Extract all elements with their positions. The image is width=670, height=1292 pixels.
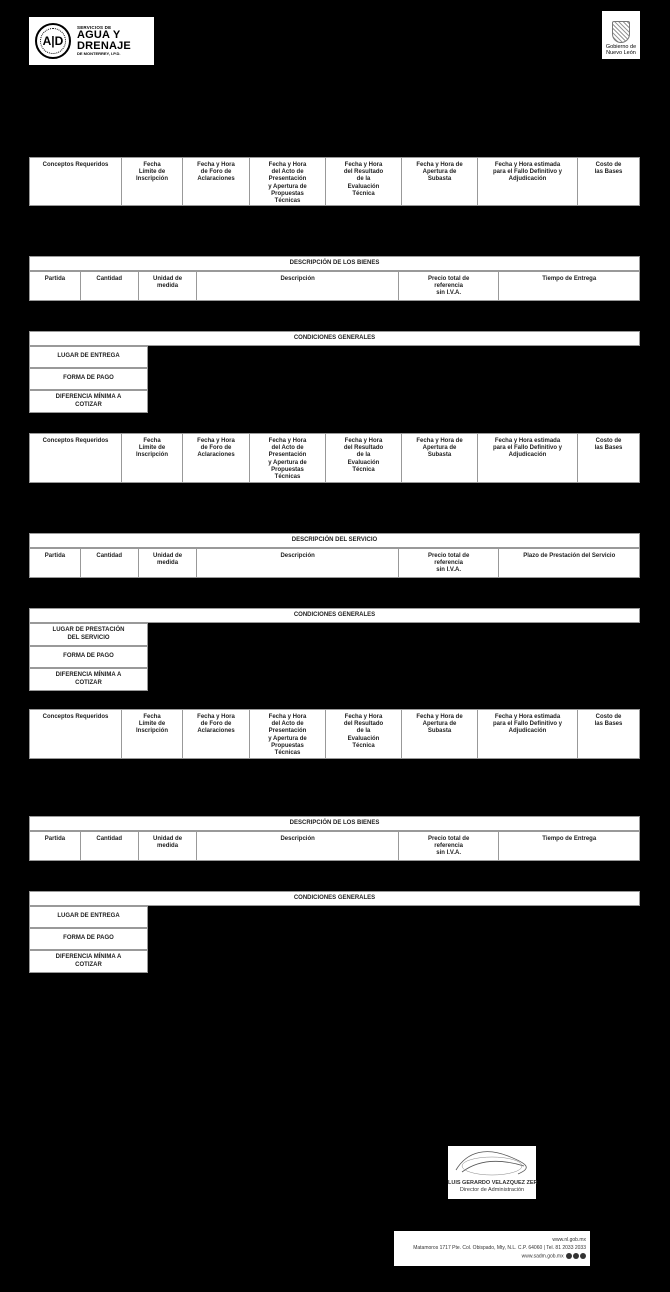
schedule-header-cell: Fecha y Hora estimada para el Fallo Definitivo y Adjudicación <box>478 158 578 205</box>
signature-name: LUIS GERARDO VELAZQUEZ ZER <box>448 1180 538 1186</box>
cond-title-1: CONDICIONES GENERALES <box>29 331 640 346</box>
logo-line2: AGUA Y <box>77 29 121 42</box>
desc-header-cell: Descripción <box>197 272 398 300</box>
schedule-header-cell: Fecha Límite de Inscripción <box>122 158 183 205</box>
footer <box>394 1231 590 1266</box>
schedule-header-cell: Fecha y Hora de Foro de Aclaraciones <box>183 158 250 205</box>
schedule-header-cell: Fecha y Hora del Acto de Presentación y Apertura de Propuestas Técnicas <box>250 710 326 758</box>
schedule-header-cell: Fecha y Hora del Resultado de la Evaluación Técnica <box>326 710 402 758</box>
desc-header-cell: Plazo de Prestación del Servicio <box>523 553 616 559</box>
x-icon[interactable] <box>573 1253 579 1259</box>
schedule-table-1 <box>29 157 640 206</box>
footer-address: Matamoros 1717 Pte. Col. Obispado, Mty, N.L. C.P. 64060 | Tel. 81 2033 2033 <box>413 1244 586 1251</box>
schedule-header-cell: Fecha y Hora del Resultado de la Evaluación Técnica <box>326 434 402 482</box>
schedule-header-cell: Costo de las Bases <box>594 714 623 728</box>
desc-header-cell: Descripción <box>197 549 398 577</box>
cond-label: DIFERENCIA MÍNIMA A COTIZAR <box>29 390 148 413</box>
cond-title-3: CONDICIONES GENERALES <box>29 891 640 906</box>
schedule-header-cell: Fecha y Hora del Resultado de la Evaluación Técnica <box>326 158 402 205</box>
gobierno-line2: Nuevo León <box>606 50 636 57</box>
cond-label: FORMA DE PAGO <box>29 368 148 390</box>
desc-header-cell: Unidad de medida <box>139 549 198 577</box>
desc-header-cell: Precio total de referencia sin I.V.A. <box>399 832 500 860</box>
crest-icon <box>612 21 630 43</box>
schedule-header-cell: Costo de las Bases <box>594 438 623 452</box>
schedule-table-2 <box>29 433 640 483</box>
desc-title-2: DESCRIPCIÓN DEL SERVICIO <box>29 533 640 548</box>
instagram-icon[interactable] <box>580 1253 586 1259</box>
desc-table-1 <box>29 271 640 301</box>
sadm-logo <box>29 17 154 65</box>
logo-line3: DRENAJE <box>77 40 131 53</box>
desc-header-cell: Tiempo de Entrega <box>542 276 597 282</box>
desc-header-cell: Partida <box>30 832 81 860</box>
schedule-header-cell: Conceptos Requeridos <box>30 158 122 205</box>
desc-table-3 <box>29 831 640 861</box>
cond-label: FORMA DE PAGO <box>29 928 148 950</box>
footer-sadm-website[interactable]: www.sadm.gob.mx <box>521 1252 564 1259</box>
schedule-header-cell: Fecha y Hora estimada para el Fallo Definitivo y Adjudicación <box>478 434 578 482</box>
schedule-header-cell: Costo de las Bases <box>594 162 623 176</box>
schedule-header-cell: Conceptos Requeridos <box>30 434 122 482</box>
schedule-header-cell: Fecha Límite de Inscripción <box>122 710 183 758</box>
schedule-header-cell: Fecha Límite de Inscripción <box>122 434 183 482</box>
schedule-header-cell: Fecha y Hora de Foro de Aclaraciones <box>183 434 250 482</box>
schedule-header-cell: Fecha y Hora de Apertura de Subasta <box>402 434 478 482</box>
schedule-header-cell: Conceptos Requeridos <box>30 710 122 758</box>
logo-line4: DE MONTERREY, I.P.D. <box>77 51 121 57</box>
schedule-table-3 <box>29 709 640 759</box>
gobierno-line1: Gobierno de <box>605 44 637 51</box>
cond-label: DIFERENCIA MÍNIMA A COTIZAR <box>29 950 148 973</box>
signature-title: Director de Administración <box>459 1187 525 1193</box>
desc-title-1: DESCRIPCIÓN DE LOS BIENES <box>29 256 640 271</box>
badge-text: A|D <box>42 34 64 48</box>
cond-label: DIFERENCIA MÍNIMA A COTIZAR <box>29 668 148 691</box>
cond-label: FORMA DE PAGO <box>29 646 148 668</box>
desc-header-cell: Partida <box>30 549 81 577</box>
logo-line1: SERVICIOS DE <box>77 24 112 30</box>
desc-title-3: DESCRIPCIÓN DE LOS BIENES <box>29 816 640 831</box>
cond-label: LUGAR DE ENTREGA <box>29 346 148 368</box>
schedule-header-cell: Fecha y Hora del Acto de Presentación y Apertura de Propuestas Técnicas <box>250 434 326 482</box>
desc-table-2 <box>29 548 640 578</box>
desc-header-cell: Cantidad <box>81 549 139 577</box>
sadm-badge-icon <box>35 23 71 59</box>
desc-header-cell: Precio total de referencia sin I.V.A. <box>399 549 500 577</box>
desc-header-cell: Precio total de referencia sin I.V.A. <box>399 272 500 300</box>
desc-header-cell: Tiempo de Entrega <box>542 836 597 842</box>
schedule-header-cell: Fecha y Hora de Apertura de Subasta <box>402 158 478 205</box>
gobierno-nl-logo <box>602 11 640 59</box>
desc-header-cell: Partida <box>30 272 81 300</box>
desc-header-cell: Cantidad <box>81 272 139 300</box>
footer-website[interactable]: www.nl.gob.mx <box>552 1237 586 1243</box>
cond-label: LUGAR DE PRESTACIÓN DEL SERVICIO <box>29 623 148 646</box>
desc-header-cell: Unidad de medida <box>139 832 198 860</box>
facebook-icon[interactable] <box>566 1253 572 1259</box>
cond-label: LUGAR DE ENTREGA <box>29 906 148 928</box>
schedule-header-cell: Fecha y Hora de Foro de Aclaraciones <box>183 710 250 758</box>
desc-header-cell: Unidad de medida <box>139 272 198 300</box>
desc-header-cell: Descripción <box>197 832 398 860</box>
schedule-header-cell: Fecha y Hora estimada para el Fallo Definitivo y Adjudicación <box>478 710 578 758</box>
desc-header-cell: Cantidad <box>81 832 139 860</box>
cond-title-2: CONDICIONES GENERALES <box>29 608 640 623</box>
signature-scribble-icon <box>448 1146 536 1180</box>
schedule-header-cell: Fecha y Hora del Acto de Presentación y Apertura de Propuestas Técnicas <box>250 158 326 205</box>
schedule-header-cell: Fecha y Hora de Apertura de Subasta <box>402 710 478 758</box>
